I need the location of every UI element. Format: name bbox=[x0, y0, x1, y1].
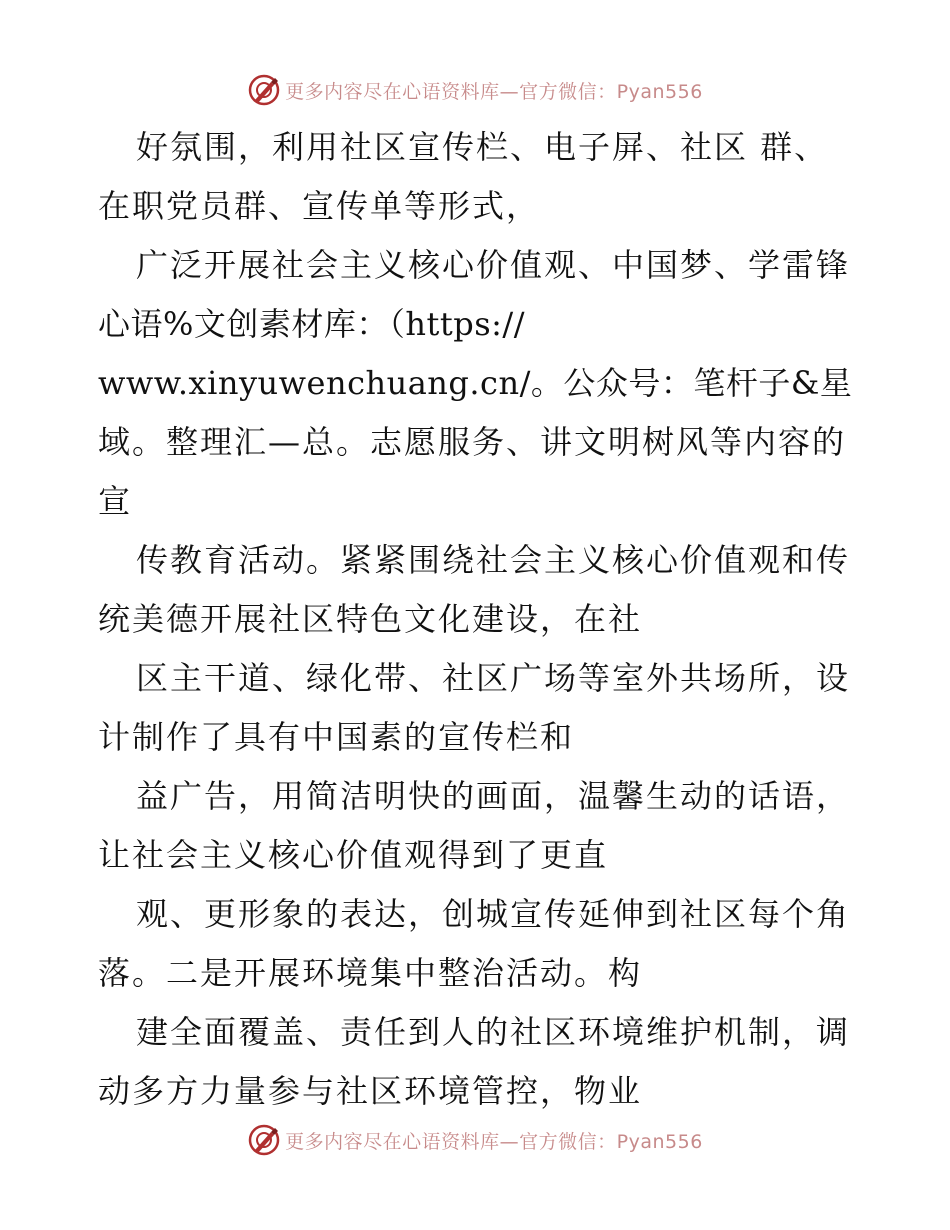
text-line-14: 观、更形象的表达，创城宣传延伸到社区每个角 bbox=[136, 895, 851, 933]
text-line-6: 域。整理汇—总。志愿服务、讲文明树风等内容的 bbox=[98, 423, 847, 461]
text-line-3: 广泛开展社会主义核心价值观、中国梦、学雷锋 bbox=[136, 246, 851, 284]
text-line-13: 让社会主义核心价值观得到了更直 bbox=[98, 836, 609, 874]
text-line-7: 宣 bbox=[98, 482, 133, 520]
text-line-15: 落。二是开展环境集中整治活动。构 bbox=[98, 954, 643, 992]
watermark-text: 更多内容尽在心语资料库—官方微信：Pyan556 bbox=[285, 80, 703, 103]
text-line-5: www.xinyuwenchuang.cn/。公众号：笔杆子&星 bbox=[98, 364, 853, 402]
text-line-11: 计制作了具有中国素的宣传栏和 bbox=[98, 718, 575, 756]
watermark-text: 更多内容尽在心语资料库—官方微信：Pyan556 bbox=[285, 1130, 703, 1153]
text-line-12: 益广告，用简洁明快的画面，温馨生动的话语， bbox=[136, 777, 851, 815]
document-body bbox=[98, 118, 858, 1121]
text-line-9: 统美德开展社区特色文化建设，在社 bbox=[98, 600, 643, 638]
text-line-1: 好氛围，利用社区宣传栏、电子屏、社区 群、 bbox=[136, 128, 829, 166]
text-line-10: 区主干道、绿化带、社区广场等室外共场所，设 bbox=[136, 659, 851, 697]
pen-logo-icon bbox=[247, 73, 281, 107]
text-line-16: 建全面覆盖、责任到人的社区环境维护机制，调 bbox=[136, 1013, 851, 1051]
text-line-8: 传教育活动。紧紧围绕社会主义核心价值观和传 bbox=[136, 541, 851, 579]
header-watermark bbox=[0, 70, 950, 110]
text-line-17: 动多方力量参与社区环境管控，物业 bbox=[98, 1072, 643, 1110]
text-line-4: 心语%文创素材库：（https:// bbox=[98, 305, 525, 343]
footer-watermark bbox=[0, 1120, 950, 1160]
pen-logo-icon bbox=[247, 1123, 281, 1157]
text-line-2: 在职党员群、宣传单等形式， bbox=[98, 187, 541, 225]
